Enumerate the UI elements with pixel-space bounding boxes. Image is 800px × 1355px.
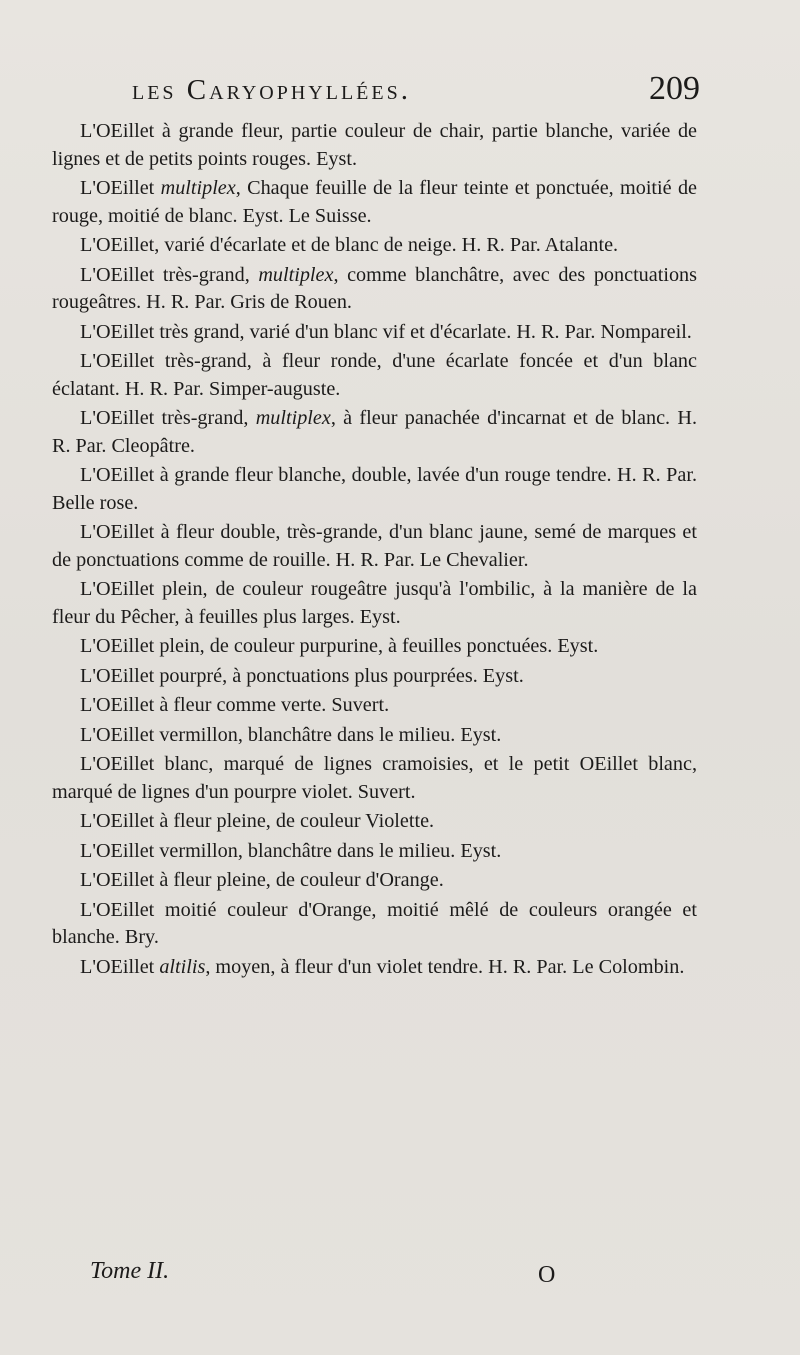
entry-paragraph	[52, 462, 697, 517]
entry-lead: L'OEillet à grande fleur, partie couleur de chair, partie blanche, variée de lignes et de petits points rouges. Eyst.	[52, 120, 697, 170]
entry-paragraph	[52, 692, 697, 720]
entry-lead: L'OEillet plein, de couleur purpurine, à feuilles ponctuées. Eyst.	[80, 635, 599, 657]
entry-paragraph	[52, 405, 697, 460]
entry-lead: L'OEillet vermillon, blanchâtre dans le milieu. Eyst.	[80, 723, 502, 746]
entry-lead: L'OEillet	[80, 177, 161, 199]
entry-tail: , Chaque feuille de la fleur teinte et ponctuée, moitié de rouge, moitié de blanc. Eyst. Le Suisse.	[52, 177, 697, 227]
entry-paragraph	[52, 897, 697, 952]
entry-tail: , comme blanchâtre, avec des ponctuations rougeâtres. H. R. Par. Gris de Rouen.	[52, 263, 698, 313]
entry-lead: L'OEillet à fleur double, très-grande, d'un blanc jaune, semé de marques et de ponctuations comme de rouille. H. R. Par. Le Chevalier.	[52, 521, 697, 571]
entry-paragraph	[52, 633, 697, 661]
entry-lead: L'OEillet blanc, marqué de lignes cramoisies, et le petit OEillet blanc, marqué de lignes d'un pourpre violet. Suvert.	[52, 753, 697, 803]
entry-lead: L'OEillet plein, de couleur rougeâtre jusqu'à l'ombilic, à la manière de la fleur du Pêcher, à feuilles plus larges. Eyst.	[52, 578, 697, 628]
entry-latin-name: multiplex	[258, 263, 334, 286]
entry-paragraph	[52, 232, 697, 260]
entry-lead: L'OEillet pourpré, à ponctuations plus pourprées. Eyst.	[80, 664, 524, 687]
entry-paragraph	[52, 663, 697, 691]
entry-lead: L'OEillet très-grand, à fleur ronde, d'une écarlate foncée et d'un blanc éclatant. H. R. Par. Simper-auguste.	[52, 350, 697, 400]
volume-label: Tome II.	[90, 1258, 170, 1284]
entry-latin-name: altilis	[159, 955, 206, 978]
entry-lead: L'OEillet très-grand,	[80, 263, 259, 286]
entry-tail: , à fleur panachée d'incarnat et de blanc. H. R. Par. Cleopâtre.	[52, 407, 698, 457]
entry-latin-name: multiplex	[160, 177, 236, 199]
entry-paragraph	[52, 808, 697, 836]
entry-lead: L'OEillet	[80, 955, 160, 978]
entry-paragraph	[52, 175, 697, 230]
entry-paragraph	[52, 576, 697, 631]
entry-lead: L'OEillet très-grand,	[80, 407, 256, 429]
entry-lead: L'OEillet vermillon, blanchâtre dans le milieu. Eyst.	[80, 839, 502, 862]
entry-paragraph	[52, 118, 697, 173]
page-header	[52, 70, 700, 114]
entry-latin-name: multiplex	[255, 407, 331, 429]
entry-lead: L'OEillet très grand, varié d'un blanc vif et d'écarlate. H. R. Par. Nompareil.	[80, 320, 692, 343]
entry-paragraph	[52, 751, 697, 806]
entry-tail: , moyen, à fleur d'un violet tendre. H. R. Par. Le Colombin.	[205, 955, 685, 978]
entry-lead: L'OEillet, varié d'écarlate et de blanc de neige. H. R. Par. Atalante.	[80, 234, 619, 256]
signature-mark: O	[538, 1262, 556, 1288]
entry-lead: L'OEillet moitié couleur d'Orange, moitié mêlé de couleurs orangée et blanche. Bry.	[52, 898, 697, 948]
entry-paragraph	[52, 867, 697, 895]
entry-paragraph	[52, 954, 697, 982]
entry-lead: L'OEillet à fleur comme verte. Suvert.	[80, 694, 390, 716]
page-number: 209	[649, 70, 700, 107]
entry-paragraph	[52, 319, 697, 347]
body-text	[52, 118, 697, 983]
entry-paragraph	[52, 262, 697, 317]
entry-paragraph	[52, 722, 697, 750]
page-footer	[90, 1258, 570, 1298]
entry-lead: L'OEillet à fleur pleine, de couleur Violette.	[80, 810, 435, 832]
entry-paragraph	[52, 348, 697, 403]
entry-lead: L'OEillet à grande fleur blanche, double, lavée d'un rouge tendre. H. R. Par. Belle rose.	[52, 464, 697, 514]
entry-paragraph	[52, 519, 697, 574]
running-title: les Caryophyllées.	[132, 74, 411, 106]
entry-paragraph	[52, 838, 697, 866]
entry-lead: L'OEillet à fleur pleine, de couleur d'Orange.	[80, 869, 444, 891]
